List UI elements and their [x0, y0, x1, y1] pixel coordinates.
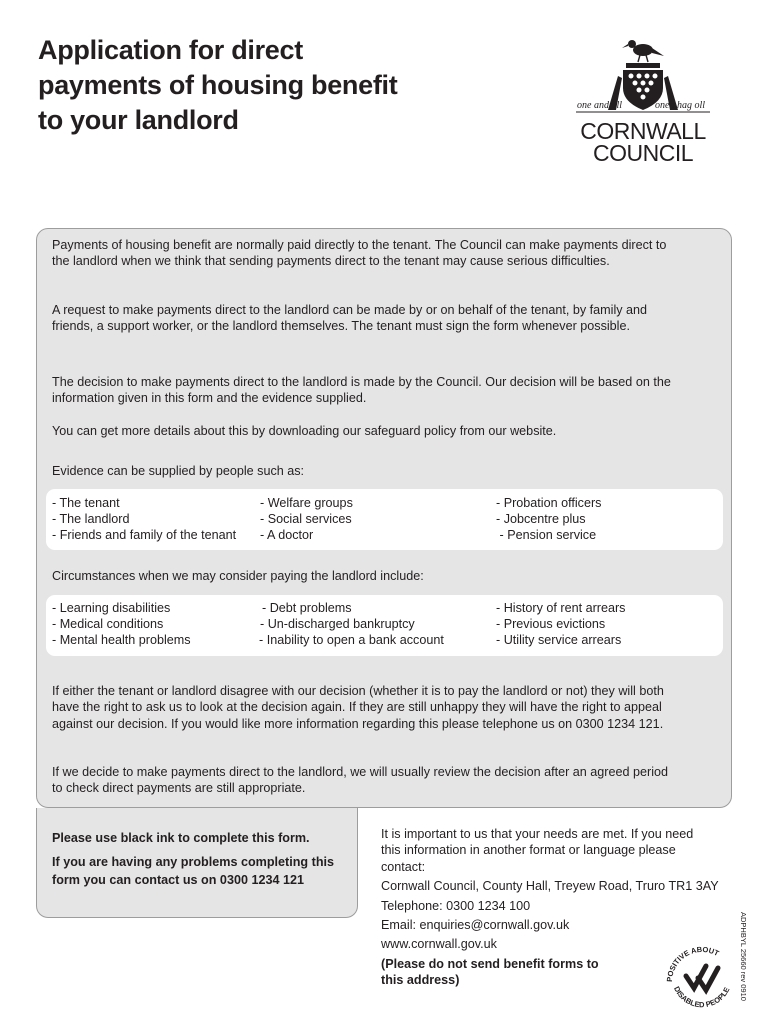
do-not-send-forms-warning: (Please do not send benefit forms to this address) [381, 957, 599, 988]
title-line-3: to your landlord [38, 105, 239, 135]
logo-name-line-2: COUNCIL [592, 140, 693, 166]
form-reference: ADPHBYL 25660 rev 0910 [739, 912, 748, 1001]
evidence-heading: Evidence can be supplied by people such as: [52, 464, 305, 478]
evidence-col1-item: - The tenant [52, 496, 120, 510]
page-title [38, 33, 458, 138]
motto-cornish: onen hag oll [655, 100, 705, 111]
circumstances-col3-item: - Previous evictions [496, 617, 606, 631]
evidence-col1-item: - Friends and family of the tenant [52, 528, 237, 542]
evidence-col2-item: - Welfare groups [260, 496, 353, 510]
circumstances-col3-item: - Utility service arrears [496, 633, 622, 647]
problems-contact-instruction: If you are having any problems completing this form you can contact us on 0300 1234 121 [52, 855, 335, 887]
circumstances-col2-item: - Debt problems [262, 601, 352, 615]
circumstances-col1-item: - Mental health problems [52, 633, 191, 647]
circumstances-heading: Circumstances when we may consider paying the landlord include: [52, 569, 424, 583]
logo-name-line-1: CORNWALL [580, 118, 706, 144]
intro-paragraph-2: A request to make payments direct to the landlord can be made by or on behalf of the tenant, by family and friends, a support worker, or the landlord themselves. The tenant must sign the form whenever possible. [52, 303, 648, 334]
circumstances-col2-item: - Inability to open a bank account [259, 633, 444, 647]
evidence-col3-item: - Jobcentre plus [496, 512, 586, 526]
accessibility-statement: It is important to us that your needs are met. If you need this information in another format or language please contact: [381, 827, 694, 874]
appeal-paragraph-1: If either the tenant or landlord disagree with our decision (whether it is to pay the landlord or not) they will both have the right to ask us to look at the decision again. If they are still unhappy they will have the right to appeal against our decision. If you would like more information regarding this please telephone us on 0300 1234 121. [52, 684, 664, 731]
circumstances-col1-item: - Medical conditions [52, 617, 164, 631]
circumstances-col3-item: - History of rent arrears [496, 601, 626, 615]
evidence-col3-item: - Probation officers [496, 496, 602, 510]
intro-paragraph-1: Payments of housing benefit are normally paid directly to the tenant. The Council can make payments direct to the landlord when we think that sending payments direct to the tenant may cause serious difficulties. [52, 238, 667, 269]
evidence-col3-item: - Pension service [496, 528, 597, 542]
svg-text:DISABLED PEOPLE [672, 985, 731, 1009]
evidence-col2-item: - Social services [260, 512, 352, 526]
intro-paragraph-4: You can get more details about this by downloading our safeguard policy from our website. [52, 424, 557, 438]
title-line-2: payments of housing benefit [38, 70, 398, 100]
intro-paragraph-3: The decision to make payments direct to the landlord is made by the Council. Our decision will be based on the information given in this form and the evidence supplied. [52, 375, 671, 406]
badge-bottom-text: DISABLED PEOPLE [672, 984, 732, 1010]
disability-badge [664, 942, 740, 1012]
email-address: Email: enquiries@cornwall.gov.uk [381, 918, 570, 932]
title-line-1: Application for direct [38, 35, 303, 65]
two-ticks-icon [664, 942, 740, 1012]
circumstances-col2-item: - Un-discharged bankruptcy [260, 617, 415, 631]
evidence-col1-item: - The landlord [52, 512, 130, 526]
motto-english: one and all [577, 100, 622, 111]
badge-top-text: POSITIVE ABOUT [664, 944, 721, 983]
council-address: Cornwall Council, County Hall, Treyew Road, Truro TR1 3AY [381, 879, 719, 893]
cornwall-council-logo [568, 36, 718, 166]
evidence-col2-item: - A doctor [260, 528, 314, 542]
telephone-number: Telephone: 0300 1234 100 [381, 899, 531, 913]
website-link[interactable]: www.cornwall.gov.uk [381, 937, 497, 951]
circumstances-col1-item: - Learning disabilities [52, 601, 171, 615]
appeal-paragraph-2: If we decide to make payments direct to the landlord, we will usually review the decision after an agreed period to check direct payments are still appropriate. [52, 765, 669, 796]
black-ink-instruction: Please use black ink to complete this form. [52, 831, 310, 845]
